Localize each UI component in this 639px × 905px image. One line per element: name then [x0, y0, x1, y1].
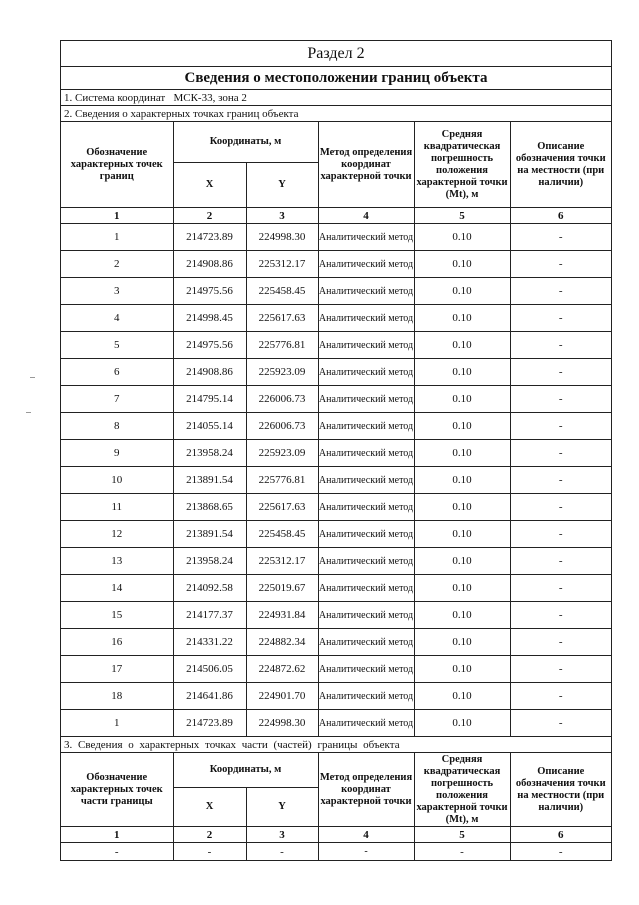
- cell-x: 214998.45: [173, 305, 246, 332]
- cell-method: Аналитический метод: [318, 386, 414, 413]
- cell-x: 214723.89: [173, 224, 246, 251]
- section-title: Раздел 2: [61, 41, 611, 67]
- cell-point-id: 10: [61, 467, 173, 494]
- table-row: [61, 602, 611, 629]
- cell-description: -: [510, 843, 611, 861]
- cell-y: 226006.73: [246, 386, 318, 413]
- col-coords: Координаты, м: [173, 122, 318, 163]
- cell-description: -: [510, 305, 611, 332]
- col-method: Метод определения координат характерной точки: [318, 753, 414, 827]
- cell-error: 0.10: [414, 467, 510, 494]
- cell-description: -: [510, 359, 611, 386]
- cell-error: 0.10: [414, 359, 510, 386]
- cell-y: 224882.34: [246, 629, 318, 656]
- cell-method: Аналитический метод: [318, 629, 414, 656]
- cell-point-id: 1: [61, 224, 173, 251]
- scan-mark: [26, 412, 31, 413]
- cell-x: 214331.22: [173, 629, 246, 656]
- cell-error: 0.10: [414, 629, 510, 656]
- cell-description: -: [510, 629, 611, 656]
- parts-heading: 3. Сведения о характерных точках части (частей) границы объекта: [61, 737, 611, 753]
- table-row: [61, 629, 611, 656]
- cell-x: 213958.24: [173, 440, 246, 467]
- cell-point-id: 17: [61, 656, 173, 683]
- cell-method: Аналитический метод: [318, 278, 414, 305]
- table-row: [61, 656, 611, 683]
- cell-description: -: [510, 710, 611, 737]
- part-points-table: [61, 753, 611, 860]
- col-number: 2: [173, 827, 246, 843]
- cell-point-id: 13: [61, 548, 173, 575]
- cell-error: 0.10: [414, 656, 510, 683]
- cell-error: 0.10: [414, 305, 510, 332]
- col-coords: Координаты, м: [173, 753, 318, 788]
- cell-point-id: 15: [61, 602, 173, 629]
- cell-x: 214506.05: [173, 656, 246, 683]
- cell-description: -: [510, 521, 611, 548]
- table-row: [61, 440, 611, 467]
- cell-method: Аналитический метод: [318, 494, 414, 521]
- cell-y: 225776.81: [246, 467, 318, 494]
- cell-description: -: [510, 332, 611, 359]
- table-row: [61, 224, 611, 251]
- cell-x: 214723.89: [173, 710, 246, 737]
- cell-description: -: [510, 440, 611, 467]
- cell-x: 214795.14: [173, 386, 246, 413]
- cell-description: -: [510, 494, 611, 521]
- cell-method: Аналитический метод: [318, 440, 414, 467]
- cell-point-id: 8: [61, 413, 173, 440]
- cell-point-id: 16: [61, 629, 173, 656]
- table-row: [61, 359, 611, 386]
- table-row: [61, 710, 611, 737]
- cell-x: 214092.58: [173, 575, 246, 602]
- cell-y: 226006.73: [246, 413, 318, 440]
- cell-method: Аналитический метод: [318, 332, 414, 359]
- cell-point-id: 14: [61, 575, 173, 602]
- cell-error: 0.10: [414, 683, 510, 710]
- cell-point-id: 3: [61, 278, 173, 305]
- col-description: Описание обозначения точки на местности (при наличии): [510, 753, 611, 827]
- cell-x: 214641.86: [173, 683, 246, 710]
- cell-error: 0.10: [414, 710, 510, 737]
- cell-method: Аналитический метод: [318, 683, 414, 710]
- table-row: [61, 413, 611, 440]
- cell-y: 224901.70: [246, 683, 318, 710]
- col-y: Y: [246, 163, 318, 208]
- cell-x: 213891.54: [173, 467, 246, 494]
- cell-error: 0.10: [414, 575, 510, 602]
- col-number: 1: [61, 208, 173, 224]
- scan-mark: [30, 377, 35, 378]
- cell-method: Аналитический метод: [318, 224, 414, 251]
- cell-description: -: [510, 467, 611, 494]
- cell-x: 214177.37: [173, 602, 246, 629]
- cell-description: -: [510, 575, 611, 602]
- col-number: 3: [246, 208, 318, 224]
- cell-method: Аналитический метод: [318, 251, 414, 278]
- cell-point-id: -: [61, 843, 173, 861]
- cell-method: Аналитический метод: [318, 710, 414, 737]
- cell-method: Аналитический метод: [318, 359, 414, 386]
- cell-x: -: [173, 843, 246, 861]
- cell-error: 0.10: [414, 278, 510, 305]
- cell-y: 225458.45: [246, 278, 318, 305]
- col-designation: Обозначение характерных точек границ: [61, 122, 173, 208]
- col-description: Описание обозначения точки на местности (при наличии): [510, 122, 611, 208]
- col-number: 5: [414, 208, 510, 224]
- cell-description: -: [510, 683, 611, 710]
- cell-x: 214055.14: [173, 413, 246, 440]
- cell-point-id: 1: [61, 710, 173, 737]
- col-number: 4: [318, 208, 414, 224]
- cell-point-id: 6: [61, 359, 173, 386]
- cell-y: 225617.63: [246, 494, 318, 521]
- cell-method: -: [318, 843, 414, 861]
- boundary-points-table: [61, 122, 611, 737]
- table-row: [61, 467, 611, 494]
- cell-description: -: [510, 251, 611, 278]
- cell-error: 0.10: [414, 548, 510, 575]
- cell-y: 225312.17: [246, 251, 318, 278]
- cell-error: 0.10: [414, 386, 510, 413]
- cell-y: 225923.09: [246, 440, 318, 467]
- cell-point-id: 12: [61, 521, 173, 548]
- cell-description: -: [510, 224, 611, 251]
- points-heading: 2. Сведения о характерных точках границ объекта: [61, 106, 611, 122]
- cell-point-id: 11: [61, 494, 173, 521]
- cell-method: Аналитический метод: [318, 548, 414, 575]
- cell-x: 214908.86: [173, 251, 246, 278]
- cell-y: 225776.81: [246, 332, 318, 359]
- cell-x: 214975.56: [173, 332, 246, 359]
- table-row: [61, 843, 611, 861]
- cell-x: 213958.24: [173, 548, 246, 575]
- cell-point-id: 18: [61, 683, 173, 710]
- col-number: 5: [414, 827, 510, 843]
- cell-method: Аналитический метод: [318, 305, 414, 332]
- cell-error: 0.10: [414, 332, 510, 359]
- table-row: [61, 332, 611, 359]
- cell-description: -: [510, 548, 611, 575]
- table-row: [61, 278, 611, 305]
- cell-error: 0.10: [414, 440, 510, 467]
- cell-error: 0.10: [414, 413, 510, 440]
- cell-y: 225019.67: [246, 575, 318, 602]
- cell-description: -: [510, 413, 611, 440]
- cell-x: 213868.65: [173, 494, 246, 521]
- cell-y: 225923.09: [246, 359, 318, 386]
- cell-description: -: [510, 656, 611, 683]
- cell-description: -: [510, 278, 611, 305]
- col-error: Средняя квадратическая погрешность положения характерной точки (Mt), м: [414, 122, 510, 208]
- cell-y: 224931.84: [246, 602, 318, 629]
- cell-x: 214975.56: [173, 278, 246, 305]
- col-error: Средняя квадратическая погрешность положения характерной точки (Mt), м: [414, 753, 510, 827]
- cell-x: 214908.86: [173, 359, 246, 386]
- cell-point-id: 2: [61, 251, 173, 278]
- cell-point-id: 9: [61, 440, 173, 467]
- coord-system-line: 1. Система координат МСК-33, зона 2: [61, 90, 611, 106]
- cell-point-id: 5: [61, 332, 173, 359]
- cell-method: Аналитический метод: [318, 575, 414, 602]
- cell-error: 0.10: [414, 494, 510, 521]
- cell-y: 225312.17: [246, 548, 318, 575]
- col-number: 4: [318, 827, 414, 843]
- cell-error: 0.10: [414, 602, 510, 629]
- cell-y: 225458.45: [246, 521, 318, 548]
- cell-error: -: [414, 843, 510, 861]
- col-number: 3: [246, 827, 318, 843]
- cell-method: Аналитический метод: [318, 602, 414, 629]
- cell-description: -: [510, 386, 611, 413]
- cell-method: Аналитический метод: [318, 413, 414, 440]
- cell-description: -: [510, 602, 611, 629]
- col-method: Метод определения координат характерной точки: [318, 122, 414, 208]
- table-row: [61, 548, 611, 575]
- col-y: Y: [246, 788, 318, 827]
- col-number: 6: [510, 827, 611, 843]
- cell-y: -: [246, 843, 318, 861]
- cell-point-id: 4: [61, 305, 173, 332]
- document-page: [60, 40, 612, 861]
- cell-method: Аналитический метод: [318, 656, 414, 683]
- cell-error: 0.10: [414, 224, 510, 251]
- section-subtitle: Сведения о местоположении границ объекта: [61, 67, 611, 90]
- cell-method: Аналитический метод: [318, 467, 414, 494]
- cell-y: 224998.30: [246, 710, 318, 737]
- col-number: 6: [510, 208, 611, 224]
- cell-error: 0.10: [414, 521, 510, 548]
- col-number: 2: [173, 208, 246, 224]
- table-row: [61, 251, 611, 278]
- table-row: [61, 521, 611, 548]
- table-row: [61, 386, 611, 413]
- cell-error: 0.10: [414, 251, 510, 278]
- cell-x: 213891.54: [173, 521, 246, 548]
- col-designation: Обозначение характерных точек части границы: [61, 753, 173, 827]
- col-x: X: [173, 788, 246, 827]
- table-row: [61, 683, 611, 710]
- col-number: 1: [61, 827, 173, 843]
- table-row: [61, 305, 611, 332]
- col-x: X: [173, 163, 246, 208]
- cell-point-id: 7: [61, 386, 173, 413]
- cell-y: 224872.62: [246, 656, 318, 683]
- table-row: [61, 494, 611, 521]
- cell-y: 224998.30: [246, 224, 318, 251]
- table-row: [61, 575, 611, 602]
- cell-y: 225617.63: [246, 305, 318, 332]
- cell-method: Аналитический метод: [318, 521, 414, 548]
